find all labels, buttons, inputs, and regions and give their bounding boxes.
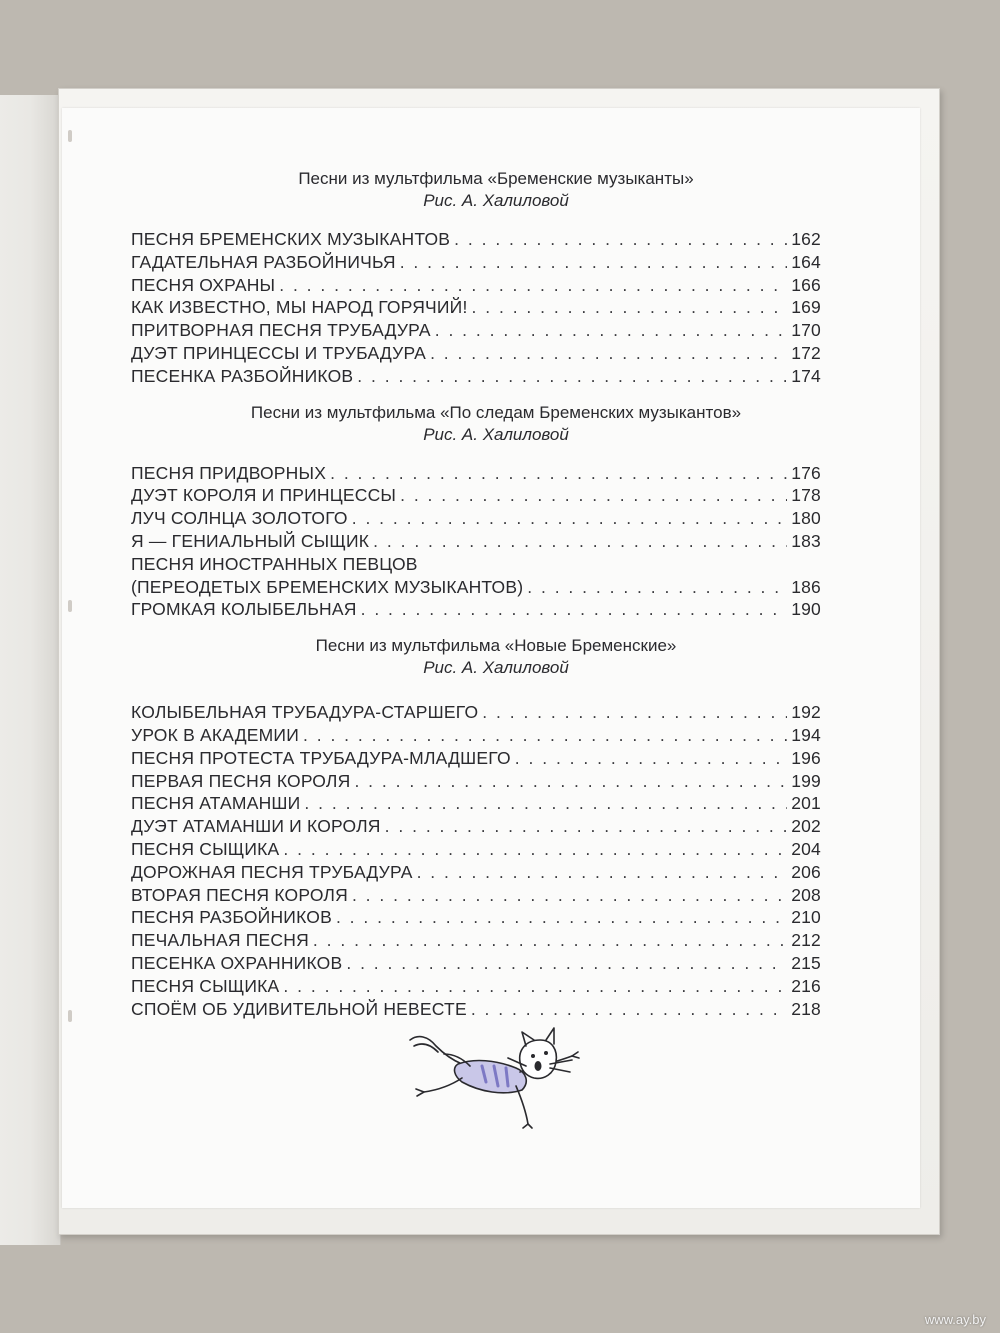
entry-title: ПЕСЕНКА РАЗБОЙНИКОВ — [131, 365, 354, 386]
entry-page: 202 — [791, 816, 821, 837]
flying-cat-icon — [400, 1020, 590, 1130]
section-title: Песни из мультфильма «Новые Бременские» — [315, 636, 677, 656]
leader-dots — [417, 861, 788, 884]
entry-title: ПРИТВОРНАЯ ПЕСНЯ ТРУБАДУРА — [131, 320, 431, 341]
leader-dots — [482, 701, 787, 724]
leader-dots — [279, 274, 787, 297]
toc-entry — [131, 251, 821, 274]
toc-entry — [131, 365, 821, 388]
binding-stitch — [68, 600, 72, 612]
entry-page: 210 — [791, 907, 821, 928]
entry-title: ГРОМКАЯ КОЛЫБЕЛЬНАЯ — [131, 599, 357, 620]
toc-entry — [131, 770, 821, 793]
toc-entry — [131, 998, 821, 1021]
entry-title: ДУЭТ АТАМАНШИ И КОРОЛЯ — [131, 816, 381, 837]
leader-dots — [303, 724, 787, 747]
entry-title: ПЕСНЯ РАЗБОЙНИКОВ — [131, 907, 332, 928]
entry-title: ПЕЧАЛЬНАЯ ПЕСНЯ — [131, 930, 309, 951]
toc-entry — [131, 906, 821, 929]
section-illustrator: Рис. А. Халиловой — [423, 191, 569, 210]
entry-title: (ПЕРЕОДЕТЫХ БРЕМЕНСКИХ МУЗЫКАНТОВ) — [131, 576, 524, 597]
entry-title: ПЕСНЯ ОХРАНЫ — [131, 274, 276, 295]
leader-dots — [313, 929, 787, 952]
toc-entry — [131, 462, 821, 485]
entry-title: КАК ИЗВЕСТНО, МЫ НАРОД ГОРЯЧИЙ! — [131, 297, 468, 318]
toc-entry — [131, 319, 821, 342]
leader-dots — [515, 747, 787, 770]
leader-dots — [336, 906, 787, 929]
section-title: Песни из мультфильма «Бременские музыканты» — [298, 169, 694, 188]
entry-page: 204 — [791, 838, 821, 859]
entry-page: 212 — [791, 930, 821, 951]
entry-page: 169 — [791, 297, 821, 318]
entry-page: 166 — [791, 274, 821, 295]
leader-dots — [346, 952, 787, 975]
entry-page: 192 — [791, 702, 821, 723]
entry-title: ДУЭТ ПРИНЦЕССЫ И ТРУБАДУРА — [131, 342, 427, 363]
leader-dots — [283, 838, 787, 861]
entry-page: 199 — [791, 770, 821, 791]
entry-title: ПЕСНЯ СЫЩИКА — [131, 975, 280, 996]
entry-page: 216 — [791, 975, 821, 996]
entry-title: ЛУЧ СОЛНЦА ЗОЛОТОГО — [131, 508, 348, 529]
binding-stitch — [68, 1010, 72, 1022]
toc-entry — [131, 861, 821, 884]
leader-dots — [283, 975, 787, 998]
leader-dots — [304, 792, 787, 815]
entry-title: УРОК В АКАДЕМИИ — [131, 724, 299, 745]
toc-entry — [131, 576, 821, 599]
entry-title: ПЕСЕНКА ОХРАННИКОВ — [131, 952, 343, 973]
leader-dots — [471, 998, 787, 1021]
leader-dots — [354, 770, 787, 793]
leader-dots — [472, 296, 788, 319]
toc-entry — [131, 701, 821, 724]
toc-entry — [131, 884, 821, 907]
entry-title: ДУЭТ КОРОЛЯ И ПРИНЦЕССЫ — [131, 485, 397, 506]
leader-dots — [352, 507, 787, 530]
toc-entry — [131, 792, 821, 815]
leader-dots — [373, 530, 787, 553]
entry-title-line: ПЕСНЯ ИНОСТРАННЫХ ПЕВЦОВ — [131, 553, 418, 574]
entry-title: ПЕСНЯ СЫЩИКА — [131, 838, 280, 859]
leader-dots — [330, 462, 787, 485]
entry-page: 190 — [791, 599, 821, 620]
table-of-contents — [131, 168, 821, 1020]
entry-title: СПОЁМ ОБ УДИВИТЕЛЬНОЙ НЕВЕСТЕ — [131, 998, 467, 1019]
leader-dots — [385, 815, 788, 838]
entry-page: 164 — [791, 251, 821, 272]
entry-page: 186 — [791, 576, 821, 597]
entry-title: ПЕРВАЯ ПЕСНЯ КОРОЛЯ — [131, 770, 351, 791]
entry-page: 215 — [791, 952, 821, 973]
section-illustrator: Рис. А. Халиловой — [423, 658, 569, 678]
entry-page: 162 — [791, 229, 821, 249]
entry-page: 172 — [791, 342, 821, 363]
leader-dots — [430, 342, 787, 365]
entry-title: Я — ГЕНИАЛЬНЫЙ СЫЩИК — [131, 530, 370, 551]
toc-entry — [131, 598, 821, 621]
toc-entry — [131, 530, 821, 553]
toc-entry — [131, 484, 821, 507]
left-page-edge — [0, 95, 61, 1245]
leader-dots — [400, 484, 787, 507]
binding-stitch — [68, 130, 72, 142]
toc-entry — [131, 952, 821, 975]
entry-title: ПЕСНЯ ПРИДВОРНЫХ — [131, 462, 327, 483]
toc-entry — [131, 342, 821, 365]
toc-entry — [131, 274, 821, 297]
entry-page: 206 — [791, 861, 821, 882]
entry-title: ПЕСНЯ БРЕМЕНСКИХ МУЗЫКАНТОВ — [131, 229, 451, 249]
watermark: www.ay.by — [924, 1312, 986, 1327]
section-title: Песни из мультфильма «По следам Бременских музыкантов» — [250, 402, 742, 422]
toc-entry — [131, 507, 821, 530]
entry-page: 218 — [791, 998, 821, 1019]
leader-dots — [400, 251, 787, 274]
entry-page: 201 — [791, 793, 821, 814]
entry-page: 178 — [791, 485, 821, 506]
leader-dots — [435, 319, 787, 342]
entry-title: ГАДАТЕЛЬНАЯ РАЗБОЙНИЧЬЯ — [131, 251, 396, 272]
entry-page: 208 — [791, 884, 821, 905]
toc-entry — [131, 296, 821, 319]
leader-dots — [454, 228, 787, 251]
section-illustrator: Рис. А. Халиловой — [423, 424, 569, 444]
entry-title: ВТОРАЯ ПЕСНЯ КОРОЛЯ — [131, 884, 348, 905]
entry-page: 174 — [791, 365, 821, 386]
leader-dots — [527, 576, 787, 599]
toc-entry — [131, 929, 821, 952]
entry-page: 170 — [791, 320, 821, 341]
entry-page: 183 — [791, 530, 821, 551]
toc-entry — [131, 228, 821, 251]
leader-dots — [357, 365, 787, 388]
entry-title: КОЛЫБЕЛЬНАЯ ТРУБАДУРА-СТАРШЕГО — [131, 702, 479, 723]
entry-page: 176 — [791, 462, 821, 483]
toc-entry — [131, 975, 821, 998]
entry-page: 180 — [791, 508, 821, 529]
toc-entry — [131, 724, 821, 747]
toc-entry — [131, 838, 821, 861]
entry-title: ДОРОЖНАЯ ПЕСНЯ ТРУБАДУРА — [131, 861, 413, 882]
entry-page: 196 — [791, 747, 821, 768]
toc-entry — [131, 747, 821, 770]
leader-dots — [352, 884, 787, 907]
entry-page: 194 — [791, 724, 821, 745]
entry-title: ПЕСНЯ АТАМАНШИ — [131, 793, 301, 814]
entry-title: ПЕСНЯ ПРОТЕСТА ТРУБАДУРА-МЛАДШЕГО — [131, 747, 511, 768]
leader-dots — [361, 598, 788, 621]
toc-entry — [131, 815, 821, 838]
